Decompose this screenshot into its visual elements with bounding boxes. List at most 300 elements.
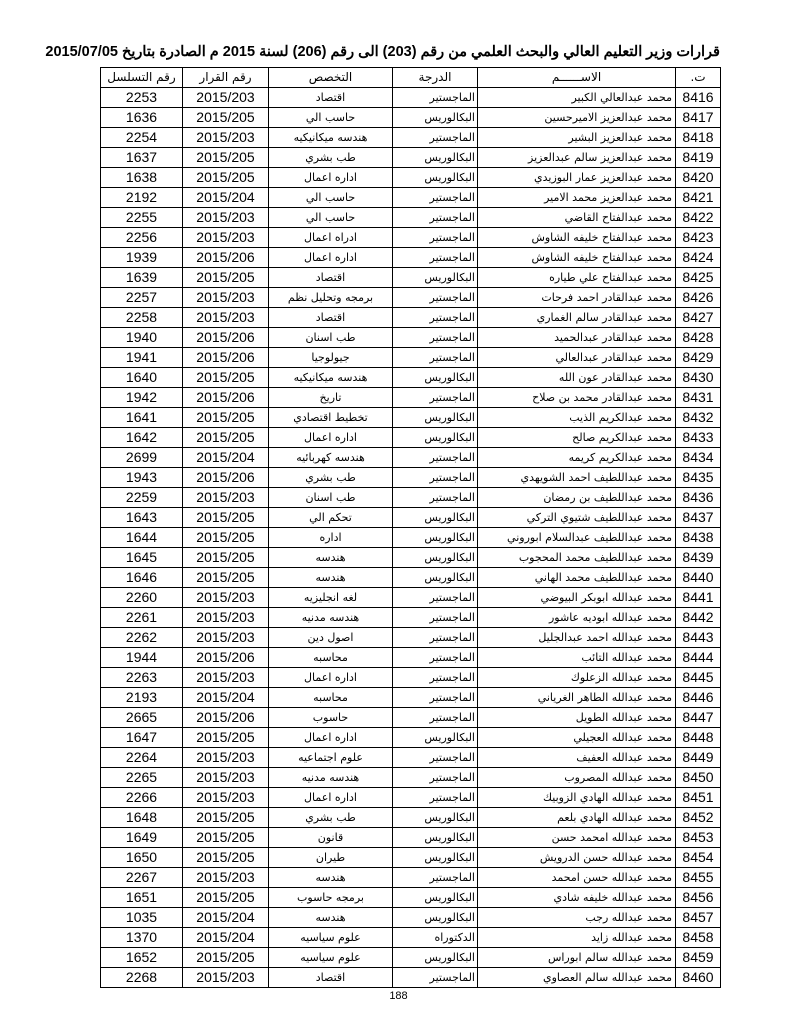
cell-degree: الماجستير [393,248,478,268]
cell-decision: 2015/204 [183,448,269,468]
table-row [101,508,721,528]
cell-num: 8439 [676,548,721,568]
cell-specialty: تاريخ [269,388,393,408]
cell-serial: 1645 [101,548,183,568]
table-row [101,688,721,708]
cell-degree: البكالوريس [393,568,478,588]
cell-name: محمد عبدالله ابوبكر البيوضي [478,588,676,608]
cell-serial: 2258 [101,308,183,328]
cell-degree: البكالوريس [393,888,478,908]
cell-serial: 1647 [101,728,183,748]
cell-specialty: تحكم الي [269,508,393,528]
cell-name: محمد عبداللطيف احمد الشويهدي [478,468,676,488]
cell-specialty: اصول دين [269,628,393,648]
cell-serial: 2267 [101,868,183,888]
cell-serial: 2192 [101,188,183,208]
cell-specialty: طيران [269,848,393,868]
cell-specialty: طب بشري [269,808,393,828]
cell-specialty: جيولوجيا [269,348,393,368]
cell-name: محمد عبداللطيف محمد الهاني [478,568,676,588]
cell-degree: البكالوريس [393,268,478,288]
cell-degree: الماجستير [393,308,478,328]
cell-num: 8454 [676,848,721,868]
cell-decision: 2015/205 [183,828,269,848]
table-row [101,148,721,168]
graduates-table [100,67,721,988]
cell-degree: الماجستير [393,128,478,148]
cell-name: محمد عبدالكريم الذيب [478,408,676,428]
cell-degree: الماجستير [393,288,478,308]
cell-serial: 1642 [101,428,183,448]
cell-specialty: حاسب الي [269,108,393,128]
cell-serial: 2261 [101,608,183,628]
cell-degree: الماجستير [393,588,478,608]
cell-num: 8455 [676,868,721,888]
cell-decision: 2015/203 [183,748,269,768]
table-row [101,808,721,828]
cell-num: 8456 [676,888,721,908]
cell-specialty: هندسه كهربائيه [269,448,393,468]
table-row [101,208,721,228]
cell-serial: 2253 [101,88,183,108]
cell-serial: 1639 [101,268,183,288]
cell-specialty: اقتصاد [269,968,393,988]
cell-specialty: ادراه اعمال [269,228,393,248]
cell-degree: الماجستير [393,968,478,988]
cell-name: محمد عبدالقادر عبدالحميد [478,328,676,348]
cell-num: 8422 [676,208,721,228]
cell-num: 8437 [676,508,721,528]
cell-num: 8418 [676,128,721,148]
cell-name: محمد عبدالعزيز سالم عبدالعزيز [478,148,676,168]
cell-serial: 2255 [101,208,183,228]
cell-decision: 2015/203 [183,868,269,888]
cell-decision: 2015/206 [183,388,269,408]
cell-decision: 2015/203 [183,968,269,988]
cell-specialty: لغه انجليزيه [269,588,393,608]
cell-name: محمد عبدالعزيز الاميرحسين [478,108,676,128]
cell-decision: 2015/203 [183,588,269,608]
cell-degree: الماجستير [393,628,478,648]
cell-num: 8436 [676,488,721,508]
cell-num: 8416 [676,88,721,108]
table-row [101,548,721,568]
cell-specialty: هندسه [269,908,393,928]
cell-serial: 2262 [101,628,183,648]
cell-decision: 2015/205 [183,168,269,188]
table-header-row [101,68,721,88]
cell-name: محمد عبدالعزيز محمد الامير [478,188,676,208]
cell-serial: 2264 [101,748,183,768]
cell-num: 8438 [676,528,721,548]
page-number: 188 [389,990,408,1002]
cell-name: محمد عبداللطيف شتيوي التركي [478,508,676,528]
cell-decision: 2015/206 [183,648,269,668]
cell-degree: البكالوريس [393,828,478,848]
cell-name: محمد عبدالكريم صالح [478,428,676,448]
table-row [101,368,721,388]
cell-degree: البكالوريس [393,508,478,528]
cell-num: 8420 [676,168,721,188]
table-row [101,248,721,268]
cell-num: 8431 [676,388,721,408]
cell-specialty: برمجه حاسوب [269,888,393,908]
cell-num: 8433 [676,428,721,448]
cell-num: 8417 [676,108,721,128]
table-row [101,168,721,188]
header-num: ت. [676,68,721,88]
cell-serial: 1648 [101,808,183,828]
cell-serial: 1370 [101,928,183,948]
cell-degree: الماجستير [393,688,478,708]
cell-degree: البكالوريس [393,808,478,828]
cell-num: 8457 [676,908,721,928]
cell-num: 8445 [676,668,721,688]
cell-name: محمد عبدالفتاح علي طياره [478,268,676,288]
cell-degree: الماجستير [393,348,478,368]
table-row [101,408,721,428]
cell-serial: 2266 [101,788,183,808]
cell-num: 8458 [676,928,721,948]
cell-degree: البكالوريس [393,428,478,448]
cell-decision: 2015/206 [183,708,269,728]
cell-specialty: اداره اعمال [269,668,393,688]
cell-specialty: علوم اجتماعيه [269,748,393,768]
cell-num: 8441 [676,588,721,608]
cell-specialty: اداره اعمال [269,248,393,268]
cell-num: 8440 [676,568,721,588]
table-row [101,348,721,368]
cell-specialty: اداره اعمال [269,428,393,448]
header-decision: رقم القرار [183,68,269,88]
cell-decision: 2015/206 [183,348,269,368]
cell-serial: 2263 [101,668,183,688]
cell-decision: 2015/205 [183,568,269,588]
cell-decision: 2015/204 [183,188,269,208]
cell-degree: الماجستير [393,88,478,108]
cell-degree: الماجستير [393,188,478,208]
cell-decision: 2015/205 [183,428,269,448]
cell-decision: 2015/203 [183,628,269,648]
cell-serial: 1637 [101,148,183,168]
cell-degree: الماجستير [393,668,478,688]
cell-specialty: اقتصاد [269,268,393,288]
cell-num: 8451 [676,788,721,808]
cell-decision: 2015/205 [183,548,269,568]
cell-decision: 2015/203 [183,788,269,808]
cell-specialty: طب بشري [269,148,393,168]
cell-decision: 2015/203 [183,228,269,248]
cell-decision: 2015/205 [183,808,269,828]
cell-name: محمد عبدالفتاح خليفه الشاوش [478,228,676,248]
cell-specialty: طب اسنان [269,328,393,348]
table-row [101,108,721,128]
cell-decision: 2015/205 [183,848,269,868]
cell-name: محمد عبدالعزيز عمار البوزيدي [478,168,676,188]
header-serial: رقم التسلسل [101,68,183,88]
cell-specialty: علوم سياسيه [269,928,393,948]
cell-serial: 1644 [101,528,183,548]
cell-degree: البكالوريس [393,908,478,928]
cell-decision: 2015/206 [183,328,269,348]
cell-num: 8453 [676,828,721,848]
cell-num: 8460 [676,968,721,988]
cell-serial: 1942 [101,388,183,408]
cell-degree: الماجستير [393,648,478,668]
cell-specialty: هندسه مدنيه [269,768,393,788]
cell-specialty: طب اسنان [269,488,393,508]
cell-serial: 2259 [101,488,183,508]
table-row [101,428,721,448]
cell-num: 8434 [676,448,721,468]
cell-decision: 2015/204 [183,688,269,708]
table-row [101,488,721,508]
cell-num: 8423 [676,228,721,248]
cell-decision: 2015/205 [183,888,269,908]
cell-decision: 2015/203 [183,608,269,628]
table-row [101,708,721,728]
cell-num: 8446 [676,688,721,708]
cell-degree: البكالوريس [393,148,478,168]
cell-decision: 2015/203 [183,208,269,228]
cell-name: محمد عبدالله سالم العصاوي [478,968,676,988]
table-row [101,748,721,768]
cell-specialty: حاسوب [269,708,393,728]
cell-serial: 2260 [101,588,183,608]
table-row [101,328,721,348]
table-row [101,268,721,288]
cell-degree: الماجستير [393,608,478,628]
cell-name: محمد عبدالكريم كريمه [478,448,676,468]
cell-specialty: هندسه ميكانيكيه [269,368,393,388]
cell-specialty: اقتصاد [269,308,393,328]
cell-serial: 1640 [101,368,183,388]
cell-name: محمد عبدالله زايد [478,928,676,948]
cell-serial: 2256 [101,228,183,248]
cell-decision: 2015/205 [183,368,269,388]
cell-specialty: تخطيط اقتصادي [269,408,393,428]
cell-serial: 1939 [101,248,183,268]
table-row [101,968,721,988]
cell-degree: الماجستير [393,388,478,408]
cell-name: محمد عبدالله خليفه شادي [478,888,676,908]
cell-specialty: اداره اعمال [269,788,393,808]
cell-degree: البكالوريس [393,368,478,388]
header-degree: الدرجة [393,68,478,88]
table-row [101,668,721,688]
header-specialty: التخصص [269,68,393,88]
cell-serial: 1650 [101,848,183,868]
cell-serial: 1940 [101,328,183,348]
table-row [101,768,721,788]
cell-decision: 2015/203 [183,768,269,788]
cell-specialty: هندسه [269,548,393,568]
cell-num: 8429 [676,348,721,368]
cell-specialty: اداره اعمال [269,728,393,748]
cell-serial: 1643 [101,508,183,528]
cell-degree: الماجستير [393,208,478,228]
table-row [101,848,721,868]
cell-serial: 1035 [101,908,183,928]
cell-degree: البكالوريس [393,848,478,868]
cell-num: 8426 [676,288,721,308]
cell-name: محمد عبدالله العفيف [478,748,676,768]
cell-name: محمد عبدالعزيز البشير [478,128,676,148]
table-row [101,528,721,548]
table-row [101,948,721,968]
cell-decision: 2015/205 [183,948,269,968]
cell-degree: الماجستير [393,488,478,508]
cell-num: 8444 [676,648,721,668]
cell-decision: 2015/206 [183,468,269,488]
cell-num: 8428 [676,328,721,348]
cell-name: محمد عبدالقادر احمد فرحات [478,288,676,308]
cell-name: محمد عبدالله امحمد حسن [478,828,676,848]
cell-specialty: حاسب الي [269,188,393,208]
cell-specialty: هندسه مدنيه [269,608,393,628]
cell-degree: الماجستير [393,788,478,808]
table-row [101,908,721,928]
table-row [101,448,721,468]
cell-decision: 2015/203 [183,88,269,108]
cell-name: محمد عبدالله سالم ابوراس [478,948,676,968]
cell-specialty: اداره [269,528,393,548]
cell-num: 8419 [676,148,721,168]
cell-num: 8448 [676,728,721,748]
cell-name: محمد عبدالله التائب [478,648,676,668]
cell-num: 8432 [676,408,721,428]
cell-specialty: اداره اعمال [269,168,393,188]
cell-serial: 1944 [101,648,183,668]
cell-decision: 2015/203 [183,308,269,328]
cell-name: محمد عبدالله العجيلي [478,728,676,748]
cell-decision: 2015/205 [183,408,269,428]
cell-name: محمد عبدالقادر محمد بن صلاح [478,388,676,408]
table-row [101,628,721,648]
table-row [101,228,721,248]
cell-name: محمد عبدالقادر سالم الغماري [478,308,676,328]
cell-specialty: محاسبه [269,648,393,668]
cell-name: محمد عبدالفتاح خليفه الشاوش [478,248,676,268]
cell-serial: 1646 [101,568,183,588]
cell-degree: الدكتوراه [393,928,478,948]
cell-serial: 2268 [101,968,183,988]
table-row [101,888,721,908]
cell-name: محمد عبدالله حسن امحمد [478,868,676,888]
cell-decision: 2015/203 [183,668,269,688]
cell-name: محمد عبدالله حسن الدرويش [478,848,676,868]
cell-serial: 1649 [101,828,183,848]
cell-degree: البكالوريس [393,528,478,548]
cell-decision: 2015/205 [183,148,269,168]
cell-decision: 2015/205 [183,268,269,288]
cell-specialty: محاسبه [269,688,393,708]
cell-serial: 1636 [101,108,183,128]
cell-degree: الماجستير [393,748,478,768]
cell-name: محمد عبدالله الهادي الزوبيك [478,788,676,808]
table-row [101,648,721,668]
cell-serial: 1651 [101,888,183,908]
header-name: الاســــــم [478,68,676,88]
table-row [101,728,721,748]
cell-name: محمد عبدالله الطاهر الغرياني [478,688,676,708]
cell-decision: 2015/205 [183,528,269,548]
table-row [101,588,721,608]
cell-specialty: هندسه [269,568,393,588]
cell-name: محمد عبداللطيف محمد المحجوب [478,548,676,568]
table-row [101,828,721,848]
cell-decision: 2015/205 [183,508,269,528]
table-row [101,788,721,808]
cell-name: محمد عبدالله ابوديه عاشور [478,608,676,628]
table-row [101,868,721,888]
cell-num: 8427 [676,308,721,328]
cell-num: 8459 [676,948,721,968]
table-row [101,568,721,588]
cell-name: محمد عبدالله الطويل [478,708,676,728]
cell-specialty: هندسه [269,868,393,888]
cell-decision: 2015/206 [183,248,269,268]
cell-degree: البكالوريس [393,108,478,128]
cell-num: 8424 [676,248,721,268]
cell-specialty: علوم سياسيه [269,948,393,968]
cell-num: 8452 [676,808,721,828]
cell-name: محمد عبدالله المصروب [478,768,676,788]
cell-name: محمد عبدالقادر عبدالعالي [478,348,676,368]
table-row [101,288,721,308]
cell-specialty: قانون [269,828,393,848]
cell-specialty: طب بشري [269,468,393,488]
cell-degree: البكالوريس [393,948,478,968]
cell-degree: الماجستير [393,228,478,248]
cell-decision: 2015/203 [183,488,269,508]
cell-serial: 1652 [101,948,183,968]
cell-decision: 2015/205 [183,728,269,748]
cell-num: 8421 [676,188,721,208]
cell-serial: 2699 [101,448,183,468]
cell-num: 8443 [676,628,721,648]
cell-num: 8449 [676,748,721,768]
cell-degree: الماجستير [393,768,478,788]
cell-name: محمد عبدالله الهادي بلعم [478,808,676,828]
cell-name: محمد عبدالقادر عون الله [478,368,676,388]
cell-serial: 2257 [101,288,183,308]
cell-specialty: هندسه ميكانيكيه [269,128,393,148]
cell-specialty: حاسب الي [269,208,393,228]
cell-specialty: اقتصاد [269,88,393,108]
cell-serial: 2665 [101,708,183,728]
cell-degree: الماجستير [393,468,478,488]
table-row [101,88,721,108]
cell-name: محمد عبدالفتاح القاضي [478,208,676,228]
cell-degree: البكالوريس [393,548,478,568]
cell-decision: 2015/204 [183,908,269,928]
cell-degree: البكالوريس [393,728,478,748]
page-title: قرارات وزير التعليم العالي والبحث العلمي من رقم (203) الى رقم (206) لسنة 2015 م الصادرة بتاريخ 2015/07/05 [45,44,720,60]
cell-num: 8447 [676,708,721,728]
table-row [101,308,721,328]
cell-degree: البكالوريس [393,168,478,188]
cell-degree: الماجستير [393,328,478,348]
cell-name: محمد عبدالله رجب [478,908,676,928]
cell-decision: 2015/203 [183,288,269,308]
table-row [101,928,721,948]
cell-degree: الماجستير [393,708,478,728]
table-row [101,128,721,148]
cell-specialty: برمجه وتحليل نظم [269,288,393,308]
cell-decision: 2015/205 [183,108,269,128]
cell-serial: 1638 [101,168,183,188]
